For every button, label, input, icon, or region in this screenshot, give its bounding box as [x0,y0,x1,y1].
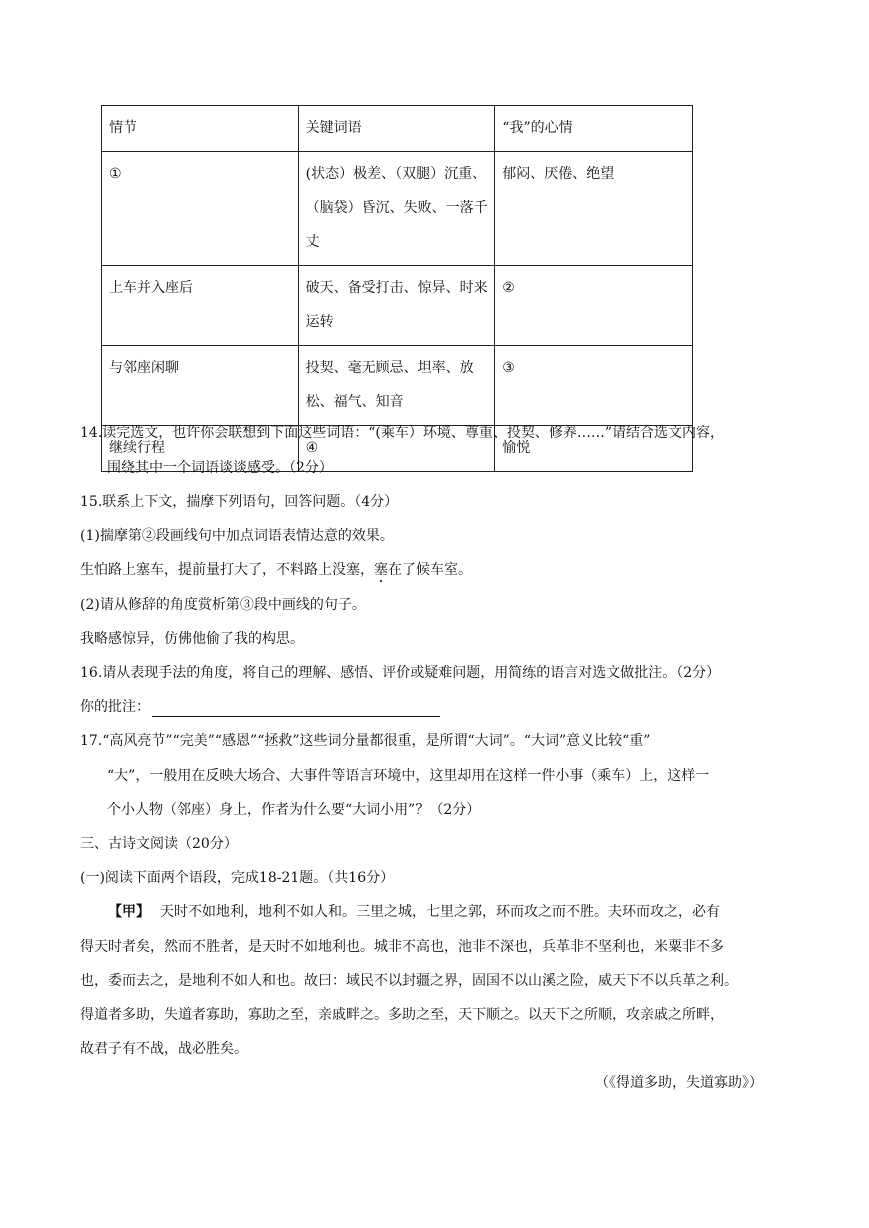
table-cell: 继续行程 [102,426,299,472]
table-cell: 与邻座闲聊 [102,346,299,426]
table-cell: ④ [298,426,495,472]
table-cell: ① [102,152,299,266]
quote1-before: 生怕路上塞车，提前量打大了，不料路上没塞， [80,562,374,578]
table-cell: 上车并入座后 [102,266,299,346]
section-3-part1: (一)阅读下面两个语段，完成18-21题。（共16分） [80,870,395,886]
passage-line3: 也，委而去之，是地利不如人和也。故曰：域民不以封疆之界，固国不以山溪之险，威天下不以兵革之利。 [80,973,738,989]
question-15-quote2: 我略感惊异，仿佛他偷了我的构思。 [80,631,304,647]
question-15-stem: 15.联系上下文，揣摩下列语句，回答问题。（4分） [80,494,399,510]
question-17-line3: 个小人物（邻座）身上，作者为什么要“大词小用”？（2分） [107,802,481,818]
question-15-sub2: (2)请从修辞的角度赏析第③段中画线的句子。 [80,597,366,613]
table-cell: ③ [495,346,693,426]
table-cell: 投契、毫无顾忌、坦率、放松、福气、知音 [298,346,495,426]
question-14-line2: 围绕其中一个词语谈谈感受。（2分） [107,460,333,476]
passage-line4: 得道者多助，失道者寡助，寡助之至，亲戚畔之。多助之至，天下顺之。以天下之所顺，攻亲戚之所畔， [80,1007,724,1023]
question-15-sub1: (1)揣摩第②段画线句中加点词语表情达意的效果。 [80,528,394,544]
dotted-word: 塞 [374,562,388,578]
question-17-line2: “大”，一般用在反映大场合、大事件等语言环境中，这里却用在这样一件小事（乘车）上，这样一 [107,768,710,784]
table-header-row [102,106,693,152]
question-14-line1: 14.读完选文，也许你会联想到下面这些词语：“(乘车）环境、尊重、投契、修养……”请结合选文内容， [80,425,725,441]
table-cell: 破天、备受打击、惊异、时来运转 [298,266,495,346]
table-cell: 郁闷、厌倦、绝望 [495,152,693,266]
table-cell: 愉悦 [495,426,693,472]
passage-source: （《得道多助，失道寡助》） [595,1075,763,1091]
passage-line5: 故君子有不战，战必胜矣。 [80,1041,248,1057]
table-cell: ② [495,266,693,346]
answer-blank-line[interactable] [152,700,440,717]
answer-label: 你的批注： [80,699,150,715]
passage-tag: 【甲】 [108,904,150,920]
table-header-cell: 关键词语 [298,106,495,152]
passage-line2: 得天时者矣，然而不胜者，是天时不如地利也。城非不高也，池非不深也，兵革非不坚利也，米粟非不多 [80,939,724,955]
question-17-line1: 17.“高风亮节”“完美”“感恩”“拯救”这些词分量都很重，是所谓“大词”。“大词”意义比较“重” [80,733,651,749]
table-header-cell: 情节 [102,106,299,152]
quote1-after: 在了候车室。 [388,562,472,578]
question-16-answer [80,697,440,717]
table-cell: (状态）极差、（双腿）沉重、（脑袋）昏沉、失败、一落千丈 [298,152,495,266]
plot-emotion-table [101,105,693,472]
table-row [102,152,693,266]
passage-line1 [108,902,720,922]
question-16-stem: 16.请从表现手法的角度，将自己的理解、感悟、评价或疑难问题，用简练的语言对选文做批注。（2分） [80,665,721,681]
table-row [102,346,693,426]
table-header-cell: “我”的心情 [495,106,693,152]
section-3-title: 三、古诗文阅读（20分） [80,836,238,852]
table-row [102,266,693,346]
question-15-quote1 [80,560,472,580]
passage-text: 天时不如地利，地利不如人和。三里之城，七里之郭，环而攻之而不胜。夫环而攻之，必有 [160,904,720,920]
